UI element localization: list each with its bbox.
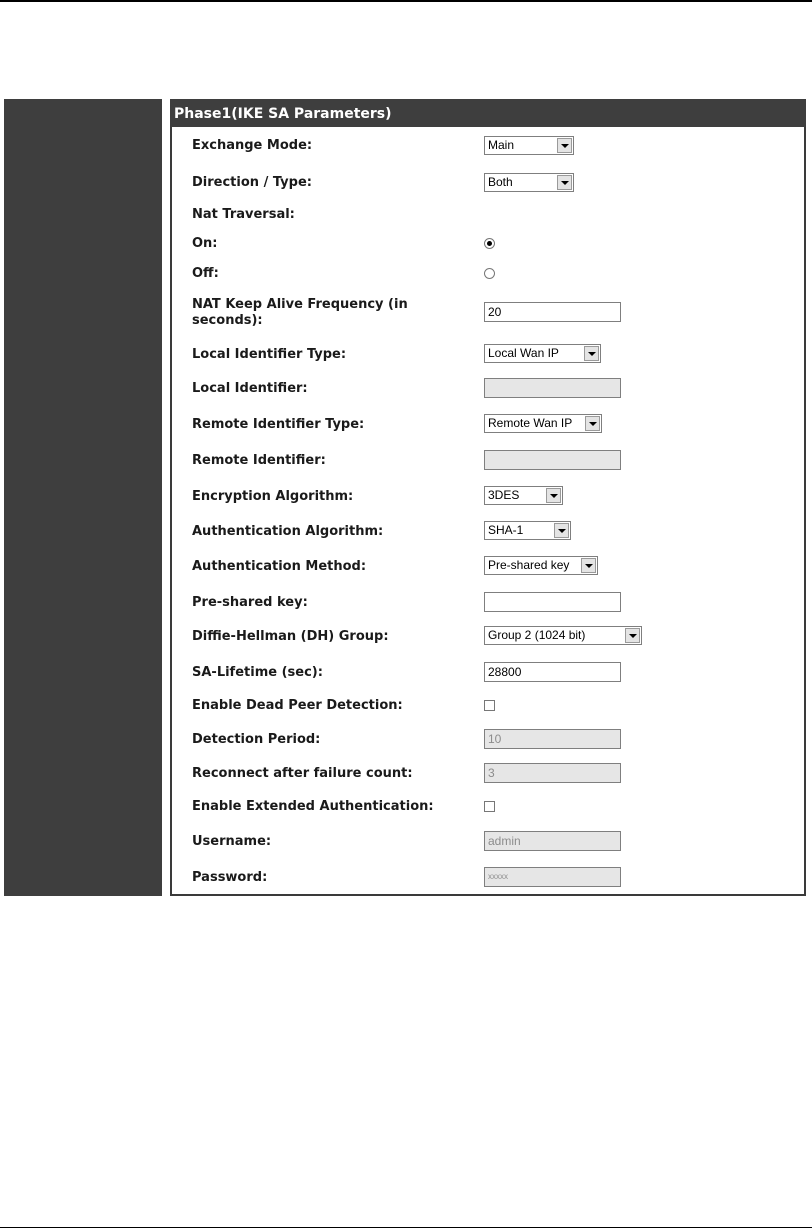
remote-id-input[interactable] [484,450,621,470]
chevron-down-icon [581,558,596,573]
psk-label: Pre-shared key: [192,595,308,610]
local-id-type-value: Local Wan IP [488,346,559,360]
chevron-down-icon [554,523,569,538]
local-id-input[interactable] [484,378,621,398]
auth-method-value: Pre-shared key [488,558,570,572]
sidebar [4,99,162,896]
auth-method-select[interactable] [484,556,598,575]
password-input[interactable]: xxxxx [484,867,621,887]
username-label: Username: [192,834,272,849]
nat-off-label: Off: [192,266,219,281]
password-label: Password: [192,870,268,885]
auth-method-label: Authentication Method: [192,559,367,574]
dh-group-value: Group 2 (1024 bit) [488,628,586,642]
reconnect-count-label: Reconnect after failure count: [192,766,413,781]
detection-period-input[interactable]: 10 [484,729,621,749]
local-id-type-select[interactable] [484,344,601,363]
chevron-down-icon [557,138,572,153]
direction-type-value: Both [488,175,513,189]
exchange-mode-value: Main [488,138,515,152]
ike-sa-panel [170,99,806,896]
direction-type-label: Direction / Type: [192,175,312,190]
authentication-label: Authentication Algorithm: [192,524,384,539]
exchange-mode-select[interactable] [484,136,574,155]
sa-lifetime-label: SA-Lifetime (sec): [192,665,323,680]
dpd-enable-checkbox[interactable] [484,700,495,711]
local-id-label: Local Identifier: [192,381,308,396]
dh-group-select[interactable] [484,626,642,645]
chevron-down-icon [557,175,572,190]
chevron-down-icon [546,488,561,503]
remote-id-type-value: Remote Wan IP [488,416,573,430]
authentication-value: SHA-1 [488,523,524,537]
encryption-select[interactable] [484,486,563,505]
nat-traversal-label: Nat Traversal: [192,207,295,222]
bottom-rule [0,1227,812,1228]
top-rule [0,0,812,2]
nat-off-radio[interactable] [484,268,495,279]
detection-period-label: Detection Period: [192,732,321,747]
sa-lifetime-input[interactable]: 28800 [484,662,621,682]
remote-id-type-label: Remote Identifier Type: [192,417,365,432]
chevron-down-icon [584,346,599,361]
section-title: Phase1(IKE SA Parameters) [170,99,806,127]
remote-id-type-select[interactable] [484,414,602,433]
chevron-down-icon [585,416,600,431]
nat-keepalive-input[interactable]: 20 [484,302,621,322]
psk-input[interactable] [484,592,621,612]
xauth-enable-checkbox[interactable] [484,801,495,812]
dh-group-label: Diffie-Hellman (DH) Group: [192,629,389,644]
exchange-mode-label: Exchange Mode: [192,138,313,153]
authentication-select[interactable] [484,521,571,540]
chevron-down-icon [625,628,640,643]
username-input[interactable]: admin [484,831,621,851]
nat-keepalive-label: NAT Keep Alive Frequency (in seconds): [192,297,408,328]
encryption-label: Encryption Algorithm: [192,489,354,504]
dpd-enable-label: Enable Dead Peer Detection: [192,698,403,713]
encryption-value: 3DES [488,488,520,502]
remote-id-label: Remote Identifier: [192,453,326,468]
local-id-type-label: Local Identifier Type: [192,347,347,362]
xauth-enable-label: Enable Extended Authentication: [192,799,434,814]
nat-on-radio[interactable] [484,238,495,249]
direction-type-select[interactable] [484,173,574,192]
reconnect-count-input[interactable]: 3 [484,763,621,783]
nat-on-label: On: [192,236,218,251]
